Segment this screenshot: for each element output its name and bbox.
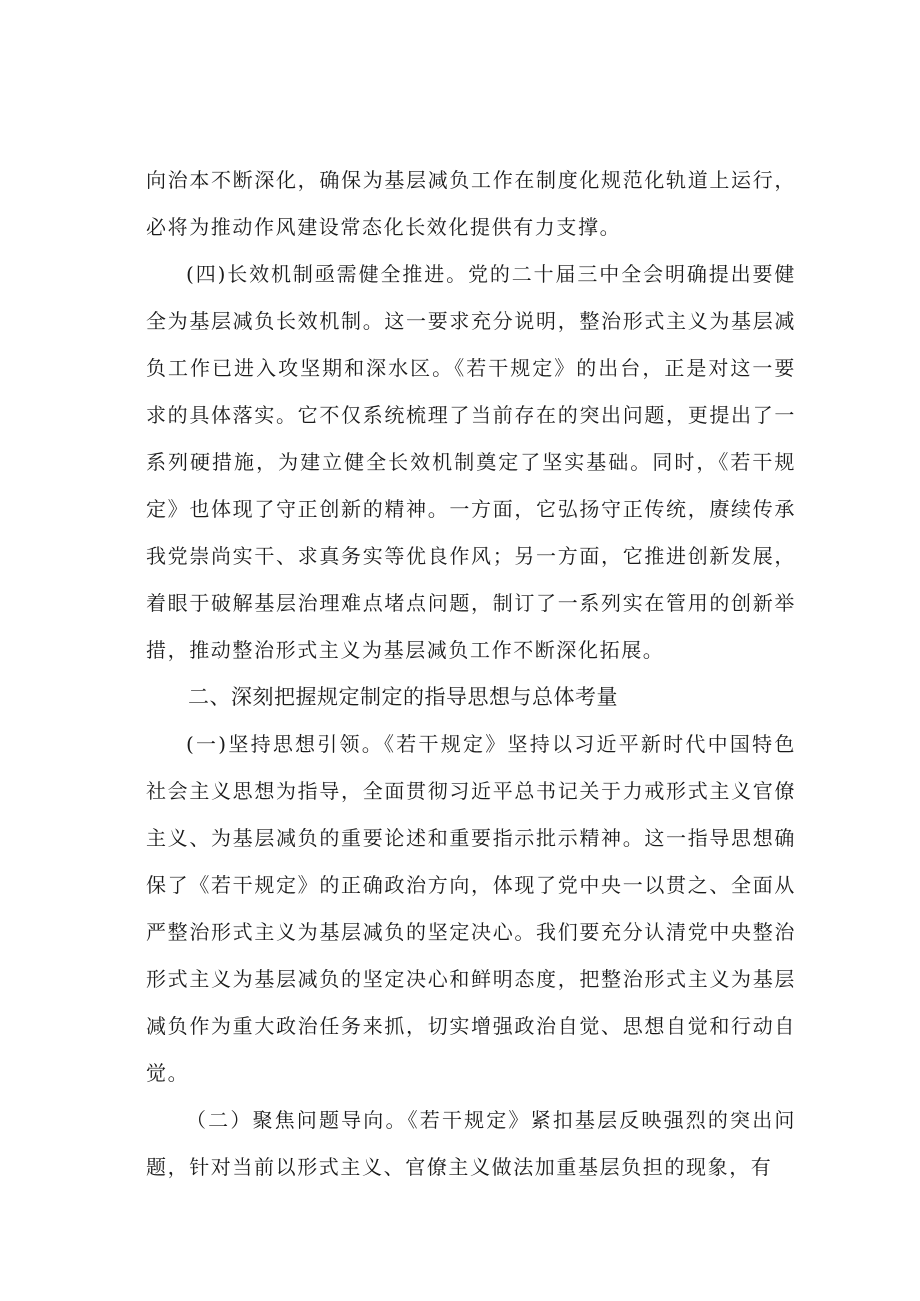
paragraph-long-term-mechanism: (四)长效机制亟需健全推进。党的二十届三中全会明确提出要健全为基层减负长效机制。这一要求充分说明，整治形式主义为基层减负工作已进入攻坚期和深水区。《若干规定》的出台，正是对这一要求的具体落实。它不仅系统梳理了当前存在的突出问题，更提出了一系列硬措施，为建立健全长效机制奠定了坚实基础。同时，《若干规定》也体现了守正创新的精神。一方面，它弘扬守正传统，赓续传承我党崇尚实干、求真务实等优良作风；另一方面，它推进创新发展，着眼于破解基层治理难点堵点问题，制订了一系列实在管用的创新举措，推动整治形式主义为基层减负工作不断深化拓展。: [146, 262, 796, 662]
paragraph-continuation: 向治本不断深化，确保为基层减负工作在制度化规范化轨道上运行，必将为推动作风建设常态化长效化提供有力支撑。: [146, 168, 796, 239]
paragraph-ideological-guidance: (一)坚持思想引领。《若干规定》坚持以习近平新时代中国特色社会主义思想为指导，全面贯彻习近平总书记关于力戒形式主义官僚主义、为基层减负的重要论述和重要指示批示精神。这一指导思想确保了《若干规定》的正确政治方向，体现了党中央一以贯之、全面从严整治形式主义为基层减负的坚定决心。我们要充分认清党中央整治形式主义为基层减负的坚定决心和鲜明态度，把整治形式主义为基层减负作为重大政治任务来抓，切实增强政治自觉、思想自觉和行动自觉。: [146, 732, 796, 1085]
document-body: [146, 157, 796, 1191]
paragraph-problem-orientation: （二）聚焦问题导向。《若干规定》紧扣基层反映强烈的突出问题，针对当前以形式主义、官僚主义做法加重基层负担的现象，有: [146, 1108, 796, 1179]
section-heading-two: 二、深刻把握规定制定的指导思想与总体考量: [188, 685, 618, 709]
